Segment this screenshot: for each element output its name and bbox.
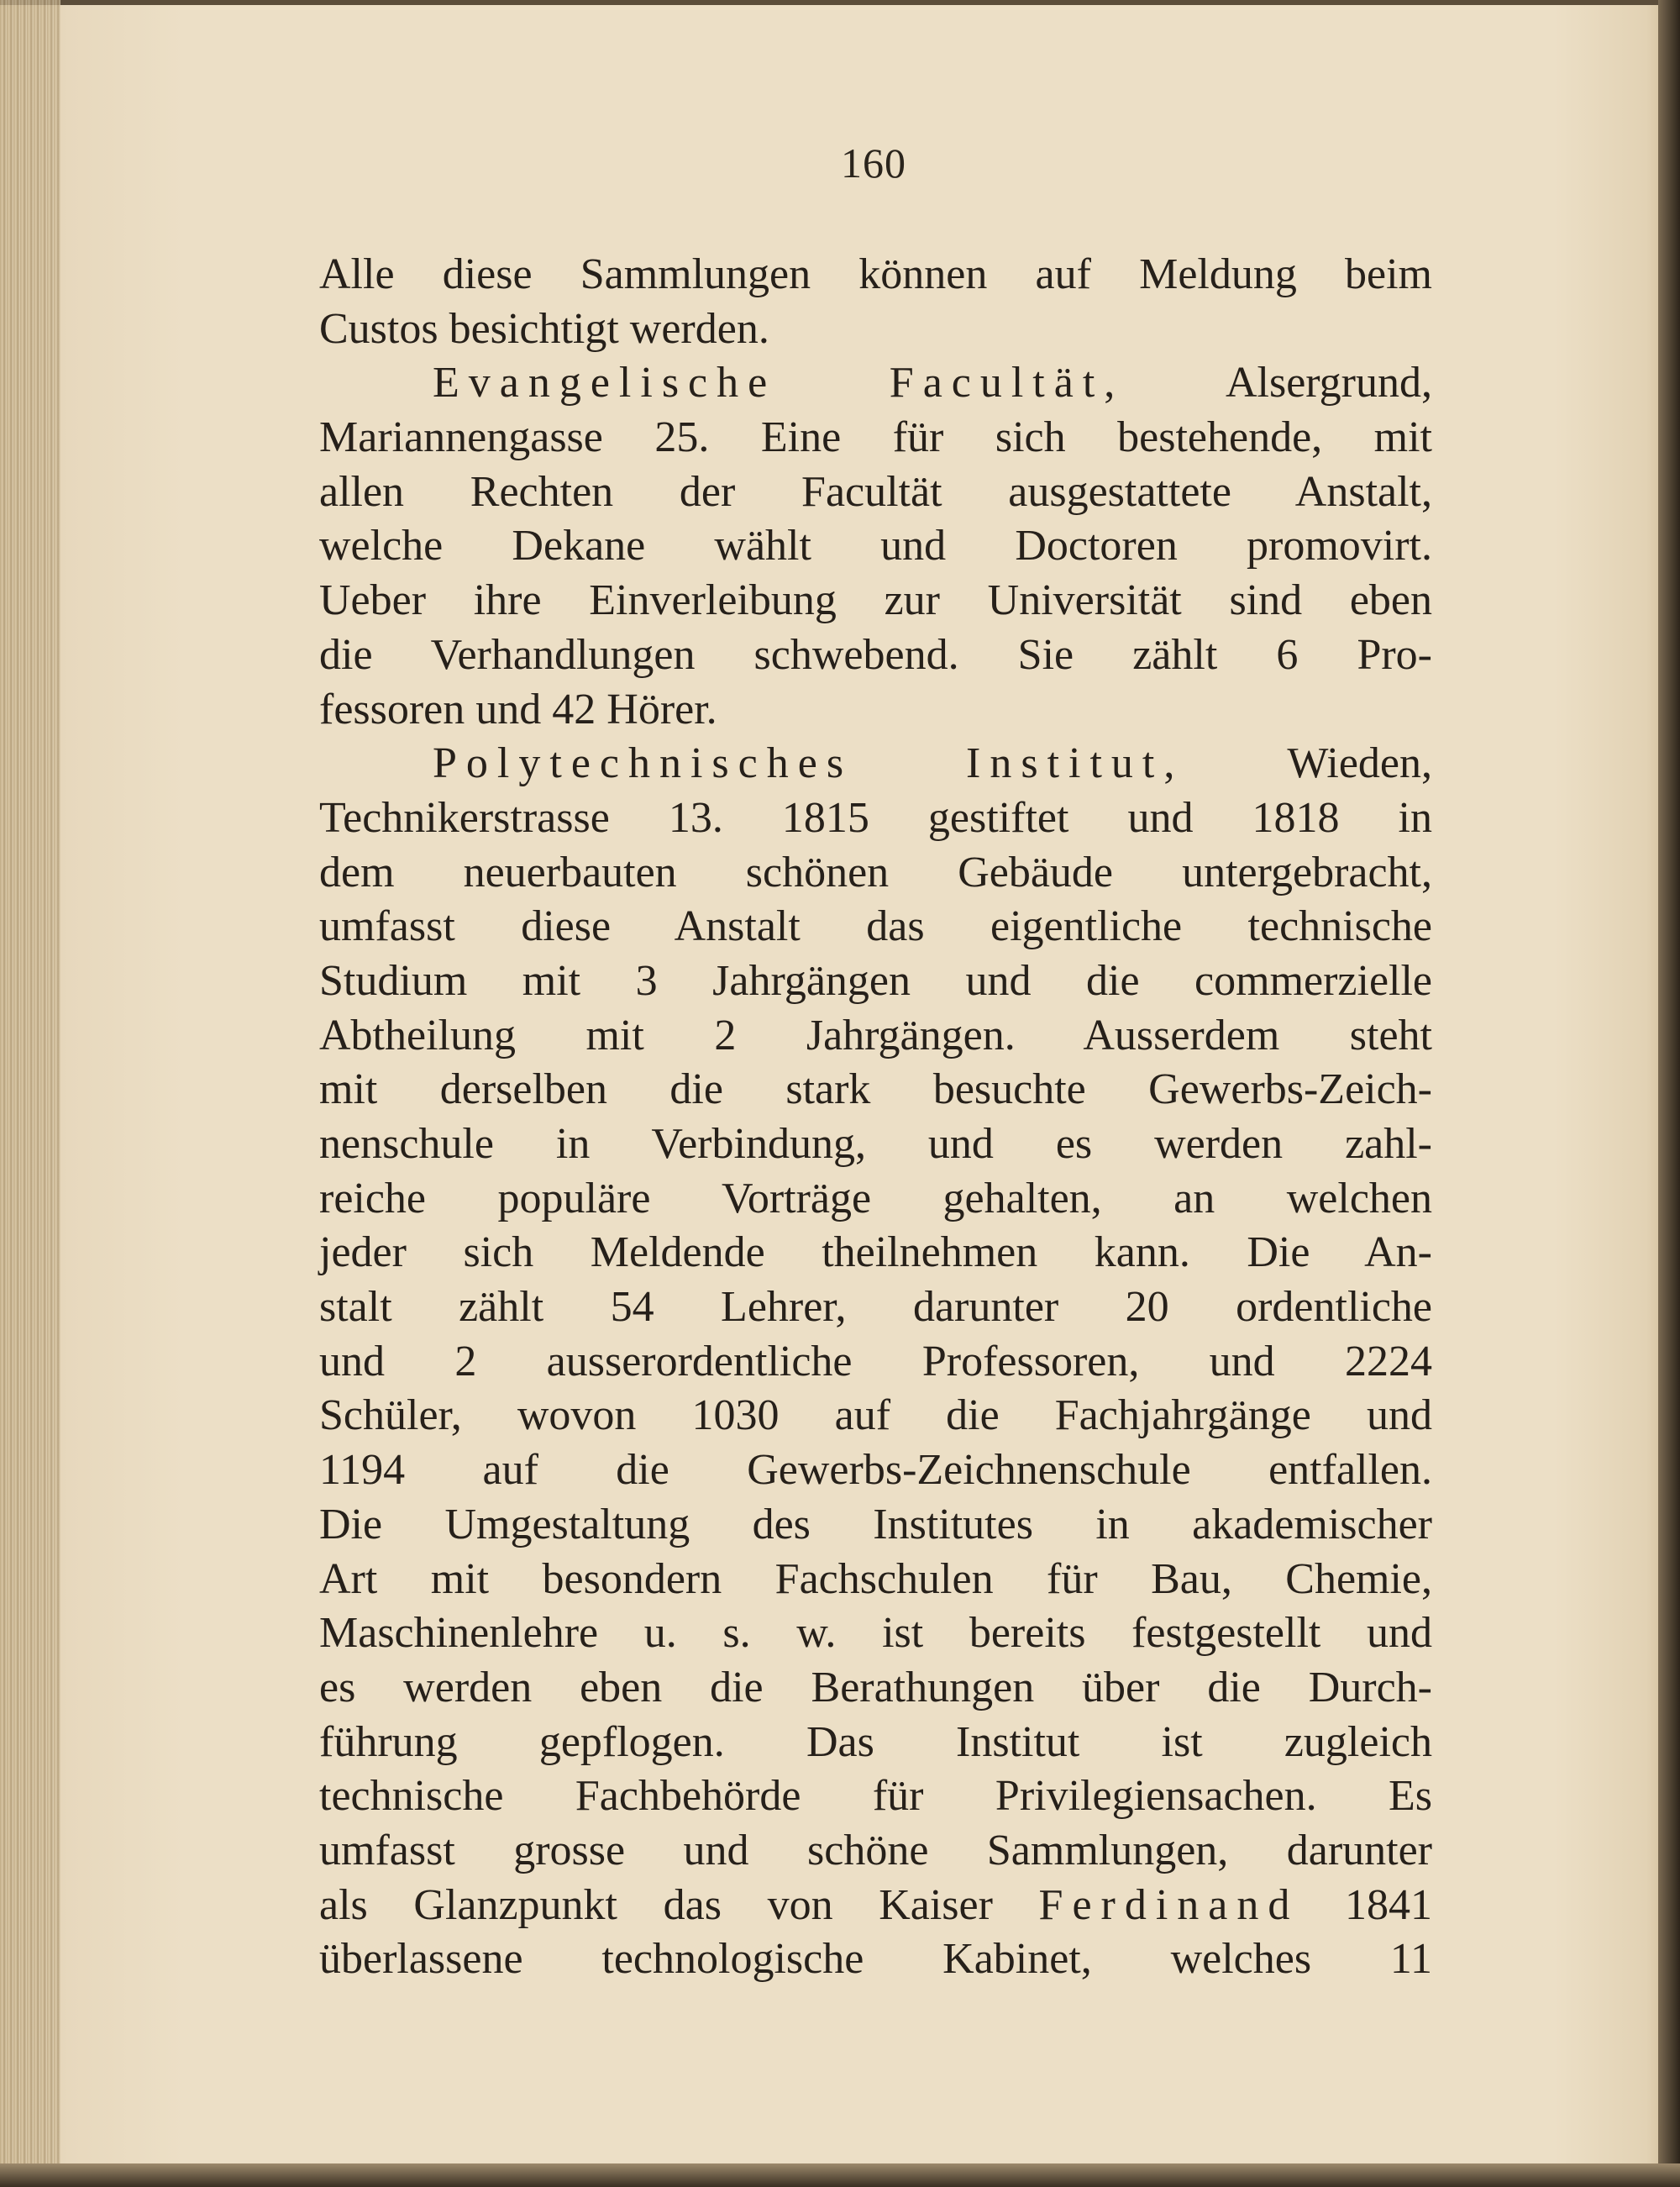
- text-line: Art mit besondern Fachschulen für Bau, Chemie,: [319, 1554, 1432, 1603]
- text-line: fessoren und 42 Hörer.: [319, 685, 717, 733]
- text-line: nenschule in Verbindung, und es werden zahl-: [319, 1120, 1432, 1168]
- text-line: Studium mit 3 Jahrgängen und die commerzielle: [319, 956, 1432, 1005]
- line-head: als Glanzpunkt das von Kaiser: [319, 1880, 993, 1929]
- line-tail: 1841: [1345, 1880, 1432, 1929]
- text-line: technische Fachbehörde für Privilegiensachen. Es: [319, 1772, 1432, 1821]
- text-line: [319, 737, 1432, 791]
- text-line: führung gepflogen. Das Institut ist zugleich: [319, 1717, 1432, 1766]
- text-line: Maschinenlehre u. s. w. ist bereits festgestellt und: [319, 1609, 1432, 1658]
- text-line: allen Rechten der Facultät ausgestattete Anstalt,: [319, 467, 1432, 516]
- line-tail: Alsergrund,: [1225, 359, 1432, 407]
- text-line: und 2 ausserordentliche Professoren, und 2224: [319, 1337, 1432, 1385]
- text-line: jeder sich Meldende theilnehmen kann. Die An-: [319, 1228, 1432, 1277]
- text-line: Custos besichtigt werden.: [319, 304, 769, 353]
- spaced-name: Ferdinand: [1038, 1880, 1299, 1929]
- page-bottom-edge: [0, 2163, 1680, 2187]
- text-line: 1194 auf die Gewerbs-Zeichnenschule entfallen.: [319, 1446, 1432, 1495]
- text-line: Schüler, wovon 1030 auf die Fachjahrgänge und: [319, 1391, 1432, 1440]
- page-number: 160: [841, 139, 906, 187]
- line-tail: Wieden,: [1287, 739, 1432, 788]
- text-line: umfasst diese Anstalt das eigentliche technische: [319, 902, 1432, 951]
- text-line: Mariannengasse 25. Eine für sich bestehende, mit: [319, 413, 1432, 462]
- text-line: mit derselben die stark besuchte Gewerbs-Zeich-: [319, 1065, 1432, 1114]
- body-text: [319, 248, 1432, 1987]
- text-line: [319, 1879, 1432, 1933]
- text-line: reiche populäre Vorträge gehalten, an welchen: [319, 1174, 1432, 1222]
- paragraph-evangelische-facultaet: [319, 356, 1432, 737]
- text-line: welche Dekane wählt und Doctoren promovirt.: [319, 522, 1432, 570]
- text-line: Abtheilung mit 2 Jahrgängen. Ausserdem steht: [319, 1011, 1432, 1059]
- text-line: dem neuerbauten schönen Gebäude untergebracht,: [319, 848, 1432, 896]
- spaced-heading: Evangelische Facultät,: [433, 359, 1125, 407]
- paragraph-intro: [319, 248, 1432, 356]
- text-line: Die Umgestaltung des Institutes in akademischer: [319, 1500, 1432, 1548]
- paragraph-polytechnisches-institut: [319, 737, 1432, 1987]
- text-line: stalt zählt 54 Lehrer, darunter 20 ordentliche: [319, 1283, 1432, 1332]
- text-line: [319, 356, 1432, 411]
- spaced-heading: Polytechnisches Institut,: [433, 739, 1184, 788]
- page-right-edge: [1658, 0, 1680, 2187]
- text-line: überlassene technologische Kabinet, welches 11: [319, 1935, 1432, 1984]
- text-line: Ueber ihre Einverleibung zur Universität sind eben: [319, 576, 1432, 625]
- text-line: es werden eben die Berathungen über die Durch-: [319, 1663, 1432, 1711]
- text-line: Alle diese Sammlungen können auf Meldung beim: [319, 250, 1432, 298]
- text-line: umfasst grosse und schöne Sammlungen, darunter: [319, 1826, 1432, 1874]
- text-line: Technikerstrasse 13. 1815 gestiftet und 1818 in: [319, 793, 1432, 842]
- text-line: die Verhandlungen schwebend. Sie zählt 6 Pro-: [319, 630, 1432, 679]
- book-binding-gutter: [0, 0, 60, 2187]
- page-top-edge: [0, 0, 1680, 5]
